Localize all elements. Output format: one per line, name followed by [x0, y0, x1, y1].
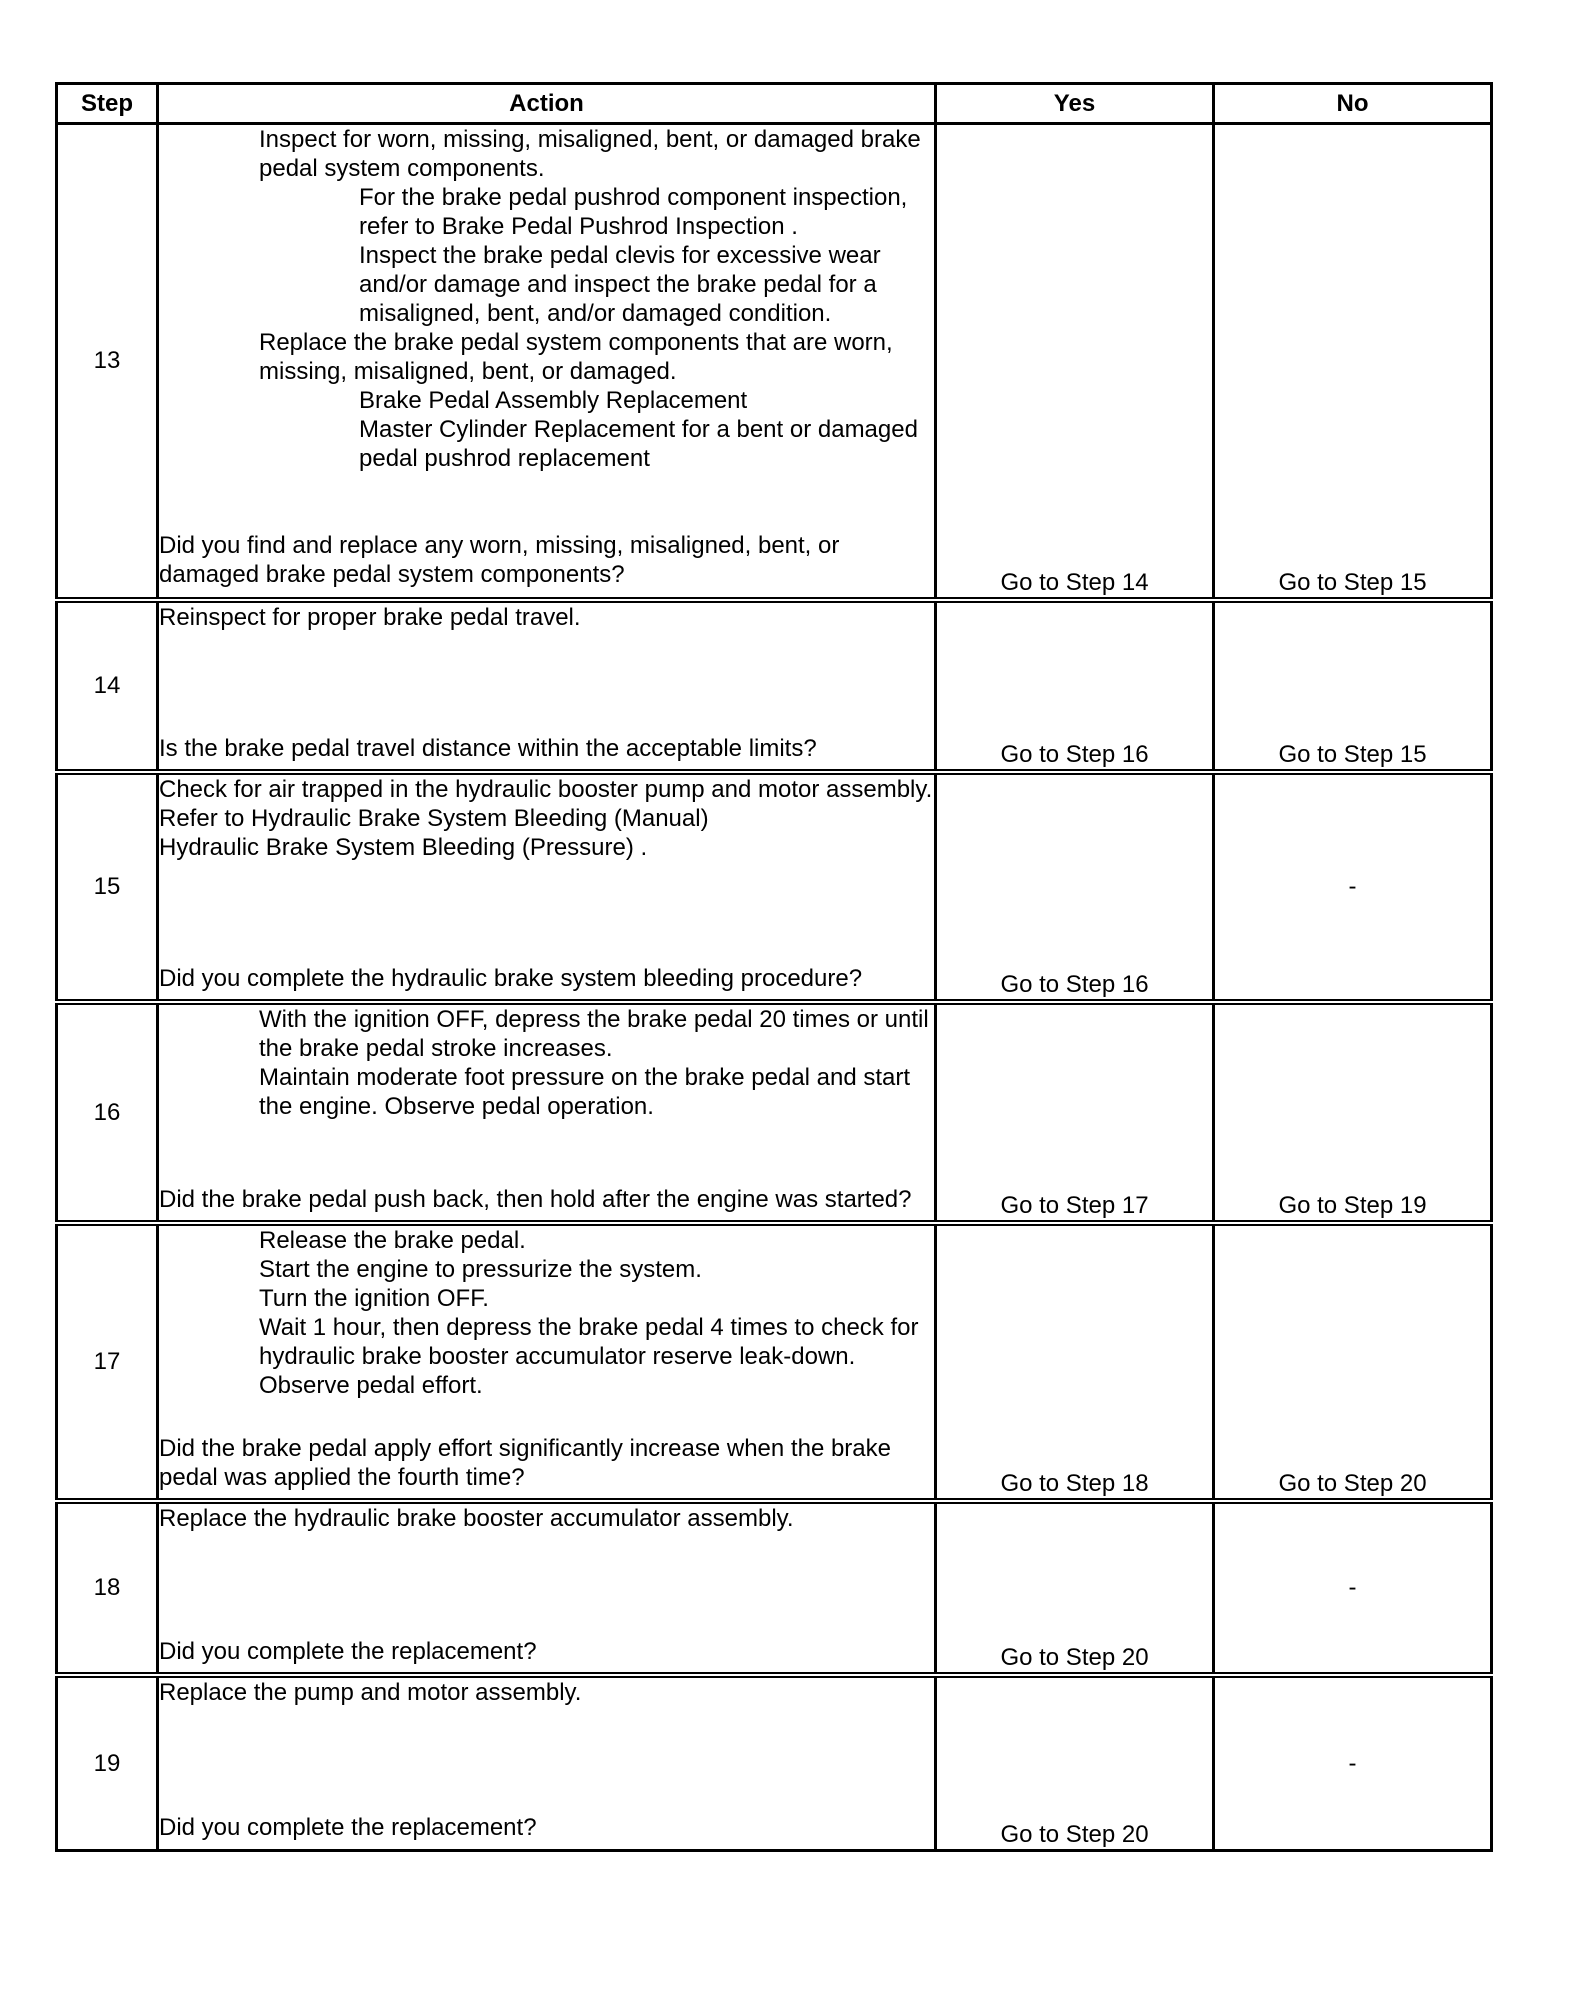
- step-number: 16: [57, 1002, 158, 1223]
- yes-result: Go to Step 16: [936, 600, 1214, 772]
- yes-result: Go to Step 18: [936, 1223, 1214, 1501]
- action-question: Did the brake pedal apply effort significantly increase when the brake pedal was applied the fourth time?: [159, 1434, 891, 1491]
- action-instruction: Reinspect for proper brake pedal travel.: [159, 603, 581, 631]
- yes-result: Go to Step 14: [936, 124, 1214, 600]
- table-row: [57, 124, 1492, 600]
- action-column-header: Action: [158, 84, 936, 124]
- action-content: [159, 775, 934, 993]
- action-content: [159, 1678, 934, 1842]
- action-spacer: [159, 1400, 934, 1434]
- action-cell: [158, 1675, 936, 1851]
- no-result: -: [1214, 772, 1492, 1002]
- action-cell: [158, 1501, 936, 1675]
- yes-result: Go to Step 16: [936, 772, 1214, 1002]
- action-instruction: Replace the pump and motor assembly.: [159, 1678, 582, 1706]
- action-instruction: Start the engine to pressurize the system.: [259, 1255, 702, 1283]
- action-instruction: Hydraulic Brake System Bleeding (Pressure) .: [159, 833, 648, 861]
- yes-result: Go to Step 20: [936, 1675, 1214, 1851]
- action-question: Did you complete the hydraulic brake system bleeding procedure?: [159, 964, 863, 992]
- action-cell: [158, 124, 936, 600]
- action-instruction: Inspect the brake pedal clevis for excessive wear and/or damage and inspect the brake pedal for a misaligned, bent, and/or damaged condition.: [359, 242, 881, 327]
- no-column-header: No: [1214, 84, 1492, 124]
- no-result: -: [1214, 1675, 1492, 1851]
- step-number: 18: [57, 1501, 158, 1675]
- action-instruction: Maintain moderate foot pressure on the brake pedal and start the engine. Observe pedal operation.: [259, 1063, 911, 1120]
- action-instruction: Replace the brake pedal system components that are worn, missing, misaligned, bent, or damaged.: [259, 329, 893, 385]
- action-instruction: Replace the hydraulic brake booster accumulator assembly.: [159, 1504, 794, 1532]
- action-spacer: [159, 1121, 934, 1185]
- yes-result: Go to Step 17: [936, 1002, 1214, 1223]
- table-row: [57, 1675, 1492, 1851]
- step-number: 15: [57, 772, 158, 1002]
- action-content: [159, 1005, 934, 1214]
- action-instruction: Turn the ignition OFF.: [259, 1284, 489, 1312]
- table-row: [57, 1223, 1492, 1501]
- step-number: 14: [57, 600, 158, 772]
- action-spacer: [159, 862, 934, 964]
- action-content: [159, 603, 934, 763]
- action-cell: [158, 772, 936, 1002]
- action-instruction: Wait 1 hour, then depress the brake pedal 4 times to check for hydraulic brake booster accumulator reserve leak-down.: [259, 1313, 919, 1370]
- no-result: Go to Step 19: [1214, 1002, 1492, 1223]
- action-question: Did you complete the replacement?: [159, 1813, 537, 1841]
- action-instruction: For the brake pedal pushrod component inspection, refer to Brake Pedal Pushrod Inspection .: [359, 184, 908, 240]
- table-body: [57, 124, 1492, 1851]
- action-instruction: Observe pedal effort.: [259, 1371, 483, 1399]
- no-result: -: [1214, 1501, 1492, 1675]
- action-instruction: Release the brake pedal.: [259, 1226, 526, 1254]
- action-question: Did you complete the replacement?: [159, 1637, 537, 1665]
- table-row: [57, 600, 1492, 772]
- step-number: 13: [57, 124, 158, 600]
- action-instruction: Check for air trapped in the hydraulic booster pump and motor assembly. Refer to Hydraulic Brake System Bleeding (Manual): [159, 775, 933, 832]
- table-row: [57, 1501, 1492, 1675]
- table-row: [57, 1002, 1492, 1223]
- diagnostic-table: [55, 82, 1493, 1852]
- action-content: [159, 1226, 934, 1492]
- header-row: [57, 84, 1492, 124]
- action-spacer: [159, 473, 934, 531]
- table-row: [57, 772, 1492, 1002]
- action-instruction: Inspect for worn, missing, misaligned, bent, or damaged brake pedal system components.: [259, 126, 921, 182]
- action-instruction: Master Cylinder Replacement for a bent or damaged pedal pushrod replacement: [359, 416, 918, 472]
- action-cell: [158, 1002, 936, 1223]
- step-column-header: Step: [57, 84, 158, 124]
- action-content: [159, 1504, 934, 1666]
- action-question: Did the brake pedal push back, then hold after the engine was started?: [159, 1185, 912, 1213]
- step-number: 19: [57, 1675, 158, 1851]
- yes-result: Go to Step 20: [936, 1501, 1214, 1675]
- action-instruction: Brake Pedal Assembly Replacement: [359, 387, 748, 414]
- action-question: Is the brake pedal travel distance within the acceptable limits?: [159, 734, 817, 762]
- action-instruction: With the ignition OFF, depress the brake pedal 20 times or until the brake pedal stroke increases.: [259, 1005, 929, 1062]
- action-content: [159, 125, 934, 589]
- no-result: Go to Step 15: [1214, 124, 1492, 600]
- step-number: 17: [57, 1223, 158, 1501]
- action-spacer: [159, 1533, 934, 1637]
- action-spacer: [159, 632, 934, 734]
- action-cell: [158, 600, 936, 772]
- action-spacer: [159, 1707, 934, 1813]
- yes-column-header: Yes: [936, 84, 1214, 124]
- action-cell: [158, 1223, 936, 1501]
- action-question: Did you find and replace any worn, missing, misaligned, bent, or damaged brake pedal system components?: [159, 532, 840, 588]
- no-result: Go to Step 15: [1214, 600, 1492, 772]
- no-result: Go to Step 20: [1214, 1223, 1492, 1501]
